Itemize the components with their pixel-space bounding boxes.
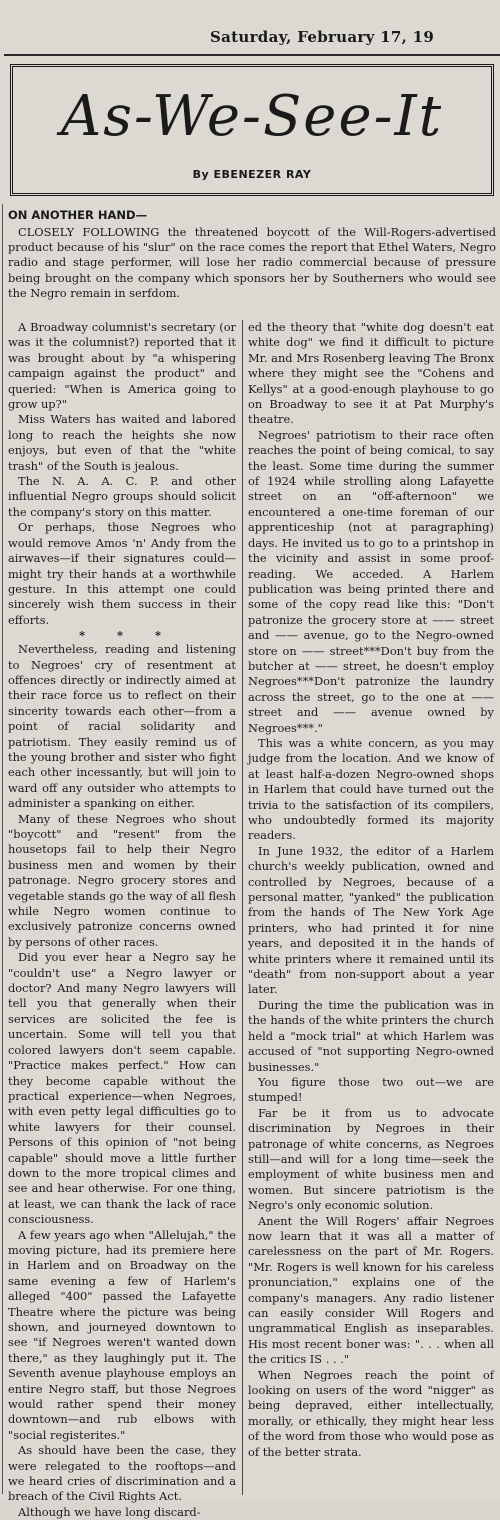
right-column	[248, 320, 494, 1495]
article-paragraph: Anent the Will Rogers' affair Negroes now learn that it was all a matter of carelessness on the part of Mr. Rogers. "Mr. Rogers is well known for his careless pronunciation," explains one of the company's managers. Any radio listener can easily consider Will Rogers and ungrammatical English as inseparables. His most recent boner was: ". . . when all the critics IS . . ."	[248, 1213, 494, 1367]
article-paragraph: During the time the publication was in the hands of the white printers the church held a "mock trial" at which Harlem was accused of "not supporting Negro-owned businesses."	[248, 997, 494, 1074]
article-paragraph: This was a white concern, as you may judge from the location. And we know of at least half-a-dozen Negro-owned shops in Harlem that could have turned out the trivia to the satisfaction of its compilers, who undoubtedly formed its majority readers.	[248, 735, 494, 843]
article-paragraph: Nevertheless, reading and listening to Negroes' cry of resentment at offences directly or indirectly aimed at their race force us to reflect on their sincerity towards each other—from a point of racial solidarity and patriotism. They easily remind us of the young brother and sister who fight each other incessantly, but will join to ward off any outsider who attempts to administer a spanking on either.	[8, 642, 236, 811]
article-paragraph: Did you ever hear a Negro say he "couldn't use" a Negro lawyer or doctor? And many Negro lawyers will tell you that generally when their services are solicited the fee is uncertain. Some will tell you that colored lawyers don't seem capable. "Practice makes perfect." How can they become capable without the practical experience—when Negroes, with even petty legal difficulties go to white lawyers for their counsel. Persons of this opinion of "not being capable" should move a little further down to the more tropical climes and see and hear otherwise. For one thing, at least, we can thank the lack of race consciousness.	[8, 950, 236, 1227]
lead-paragraph: CLOSELY FOLLOWING the threatened boycott of the Will-Rogers-advertised product because of his "slur" on the race comes the report that Ethel Waters, Negro radio and stage performer, will lose her radio commercial because of pressure being brought on the company which sponsors her by Southerners who would see the Negro remain in serfdom.	[8, 225, 496, 300]
article-paragraph: Negroes' patriotism to their race often reaches the point of being comical, to say the least. Some time during the summer of 1924 while strolling along Lafayette street on an "off-afternoon" we encountered a one-time foreman of our apprenticeship (not at paragraphing) days. He invited us to go to a printshop in the vicinity and assist in some proof-reading. We acceded. A Harlem publication was being printed there and some of the copy read like this: "Don't patronize the grocery store at —— street and —— avenue, go to the Negro-owned store on —— street***Don't buy from the butcher at —— street, he doesn't employ Negroes***Don't patronize the laundry across the street, go to the one at —— street and —— avenue owned by Negroes***."	[248, 427, 494, 735]
left-column	[8, 320, 236, 1519]
column-title-box	[10, 64, 494, 196]
article-paragraph: In June 1932, the editor of a Harlem church's weekly publication, owned and controlled by Negroes, because of a personal matter, "yanked" the publication from the hands of The New York Age printers, who had printed it for nine years, and deposited it in the hands of white printers where it remained until its "death" from non-support about a year later.	[248, 843, 494, 997]
article-paragraph: As should have been the case, they were relegated to the rooftops—and we heard cries of discrimination and a breach of the Civil Rights Act.	[8, 1443, 236, 1504]
section-separator: * * *	[79, 628, 175, 643]
column-divider	[242, 320, 243, 1495]
article-paragraph: A Broadway columnist's secretary (or was it the columnist?) reported that it was brought about by "a whispering campaign against the product" and queried: "When is America going to grow up?"	[8, 320, 236, 412]
top-rule	[4, 54, 500, 56]
article-paragraph: Miss Waters has waited and labored long to reach the heights she now enjoys, but even of that the "white trash" of the South is jealous.	[8, 412, 236, 473]
article-paragraph: Far be it from us to advocate discrimination by Negroes in their patronage of white concerns, as Negroes still—and will for a long time—seek the employment of white business men and women. But sincere patriotism is the Negro's only economic solution.	[248, 1105, 494, 1213]
left-margin-rule	[2, 204, 3, 1494]
article-paragraph: Many of these Negroes who shout "boycott" and "resent" from the housetops fail to help their Negro business men and women by their patronage. Negro grocery stores and vegetable stands go the way of all flesh while Negro women continue to exclusively patronize concerns owned by persons of other races.	[8, 811, 236, 949]
column-title: As-We-See-It	[60, 84, 444, 149]
article-paragraph: Or perhaps, those Negroes who would remove Amos 'n' Andy from the airwaves—if their signatures could—might try their hands at a worthwhile gesture. In this attempt one could sincerely wish them success in their efforts.	[8, 520, 236, 627]
article-paragraph: When Negroes reach the point of looking on users of the word "nigger" as being depraved, either intellectually, morally, or ethically, they might hear less of the word from those who would pose as of the better strata.	[248, 1367, 494, 1459]
article-paragraph: The N. A. A. C. P. and other influential Negro groups should solicit the company's story on this matter.	[8, 474, 236, 519]
article-paragraph: ed the theory that "white dog doesn't eat white dog" we find it difficult to picture Mr. and Mrs Rosenberg leaving The Bronx where they might see the "Cohens and Kellys" at a good-enough playhouse to go on Broadway to see it at Pat Murphy's theatre.	[248, 320, 494, 427]
dateline: Saturday, February 17, 19	[210, 28, 435, 46]
article-paragraph: A few years ago when "Allelujah," the moving picture, had its premiere here in Harlem and on Broadway on the same evening a few of Harlem's alleged "400" passed the Lafayette Theatre where the picture was being shown, and journeyed downtown to see "if Negroes weren't wanted down there," as they laughingly put it. The Seventh avenue playhouse employs an entire Negro staff, but those Negroes would rather spend their money downtown—and rub elbows with "social registerites."	[8, 1227, 236, 1442]
byline: By EBENEZER RAY	[192, 168, 312, 181]
article-paragraph: Although we have long discard-	[18, 1504, 201, 1519]
section-heading: ON ANOTHER HAND—	[8, 208, 148, 222]
article-paragraph: You figure those two out—we are stumped!	[248, 1074, 494, 1105]
